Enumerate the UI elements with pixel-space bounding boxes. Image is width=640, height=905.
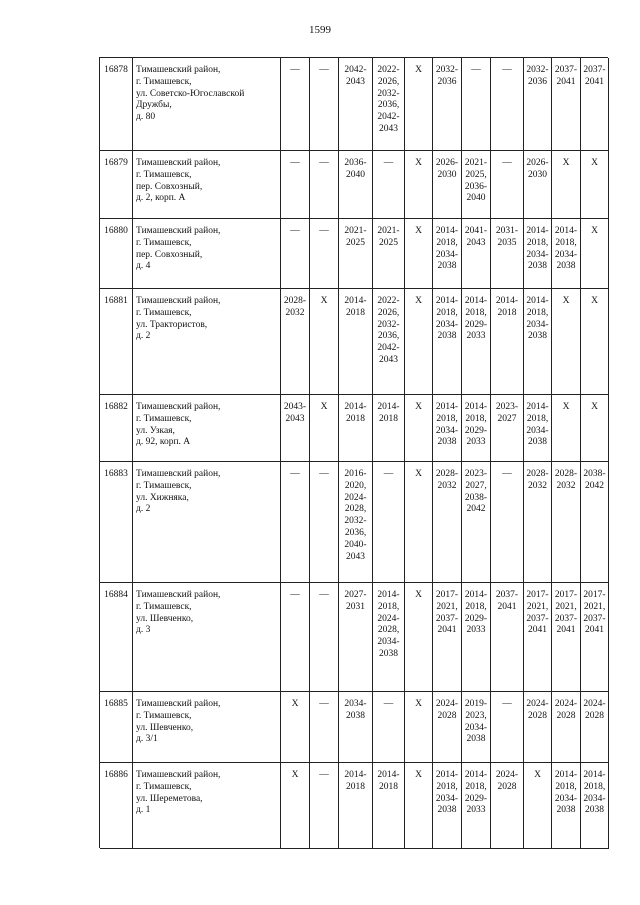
period-cell: X (581, 395, 609, 461)
period-cell: X (281, 763, 310, 848)
row-id-cell: 16885 (100, 692, 133, 762)
period-cell: — (310, 58, 339, 150)
table-row (100, 289, 609, 395)
period-cell: — (310, 151, 339, 218)
period-cell: — (281, 219, 310, 288)
period-cell: X (405, 462, 433, 582)
period-cell: X (310, 289, 339, 394)
period-cell: 2014- 2018, 2029- 2033 (462, 395, 491, 461)
period-cell: 2014- 2018 (339, 763, 373, 848)
period-cell: X (581, 289, 609, 394)
period-cell: 2032- 2036 (524, 58, 552, 150)
period-cell: 2021- 2025 (373, 219, 405, 288)
period-cell: 2043- 2043 (281, 395, 310, 461)
row-id-cell: 16881 (100, 289, 133, 394)
period-cell: — (281, 462, 310, 582)
period-cell: — (373, 151, 405, 218)
period-cell: 2014- 2018, 2034- 2038 (524, 395, 552, 461)
period-cell: — (310, 219, 339, 288)
period-cell: X (405, 692, 433, 762)
period-cell: — (281, 583, 310, 691)
period-cell: 2024- 2028 (433, 692, 462, 762)
period-cell: — (310, 763, 339, 848)
period-cell: X (405, 219, 433, 288)
period-cell: 2014- 2018, 2034- 2038 (552, 763, 581, 848)
period-cell: 2017- 2021, 2037- 2041 (524, 583, 552, 691)
period-cell: 2032- 2036 (433, 58, 462, 150)
data-table (99, 57, 608, 848)
period-cell: 2024- 2028 (552, 692, 581, 762)
row-id-cell: 16886 (100, 763, 133, 848)
period-cell: — (491, 462, 524, 582)
address-cell: Тимашевский район, г. Тимашевск, ул. Советско-Югославской Дружбы, д. 80 (133, 58, 281, 150)
period-cell: 2014- 2018, 2034- 2038 (524, 289, 552, 394)
period-cell: — (491, 58, 524, 150)
row-id-cell: 16884 (100, 583, 133, 691)
period-cell: 2014- 2018 (373, 395, 405, 461)
address-cell: Тимашевский район, г. Тимашевск, ул. Шевченко, д. 3 (133, 583, 281, 691)
row-id-cell: 16883 (100, 462, 133, 582)
period-cell: 2022- 2026, 2032- 2036, 2042- 2043 (373, 58, 405, 150)
period-cell: 2022- 2026, 2032- 2036, 2042- 2043 (373, 289, 405, 394)
period-cell: 2028- 2032 (524, 462, 552, 582)
period-cell: — (491, 692, 524, 762)
address-cell: Тимашевский район, г. Тимашевск, пер. Совхозный, д. 2, корп. А (133, 151, 281, 218)
period-cell: 2014- 2018, 2034- 2038 (433, 395, 462, 461)
period-cell: 2028- 2032 (433, 462, 462, 582)
period-cell: 2041- 2043 (462, 219, 491, 288)
period-cell: 2027- 2031 (339, 583, 373, 691)
period-cell: X (552, 395, 581, 461)
address-cell: Тимашевский район, г. Тимашевск, ул. Хижняка, д. 2 (133, 462, 281, 582)
period-cell: — (310, 583, 339, 691)
address-cell: Тимашевский район, г. Тимашевск, ул. Шевченко, д. 3/1 (133, 692, 281, 762)
table-row (100, 692, 609, 763)
period-cell: 2014- 2018 (339, 289, 373, 394)
address-cell: Тимашевский район, г. Тимашевск, ул. Шереметова, д. 1 (133, 763, 281, 848)
period-cell: — (310, 462, 339, 582)
period-cell: X (552, 289, 581, 394)
period-cell: 2017- 2021, 2037- 2041 (552, 583, 581, 691)
period-cell: 2021- 2025 (339, 219, 373, 288)
table-row (100, 395, 609, 462)
period-cell: 2028- 2032 (281, 289, 310, 394)
period-cell: 2017- 2021, 2037- 2041 (433, 583, 462, 691)
period-cell: 2014- 2018, 2034- 2038 (433, 763, 462, 848)
period-cell: 2024- 2028 (491, 763, 524, 848)
period-cell: 2024- 2028 (581, 692, 609, 762)
period-cell: 2036- 2040 (339, 151, 373, 218)
period-cell: 2019- 2023, 2034- 2038 (462, 692, 491, 762)
period-cell: X (405, 58, 433, 150)
period-cell: 2023- 2027, 2038- 2042 (462, 462, 491, 582)
period-cell: 2016- 2020, 2024- 2028, 2032- 2036, 2040- 2043 (339, 462, 373, 582)
period-cell: — (462, 58, 491, 150)
period-cell: X (281, 692, 310, 762)
period-cell: — (491, 151, 524, 218)
table-row (100, 462, 609, 583)
period-cell: 2014- 2018, 2029- 2033 (462, 583, 491, 691)
period-cell: 2037- 2041 (552, 58, 581, 150)
table-row (100, 151, 609, 219)
period-cell: 2028- 2032 (552, 462, 581, 582)
period-cell: X (405, 763, 433, 848)
period-cell: 2021- 2025, 2036- 2040 (462, 151, 491, 218)
period-cell: 2014- 2018, 2029- 2033 (462, 289, 491, 394)
table-row (100, 763, 609, 849)
page-number: 1599 (309, 24, 331, 36)
period-cell: 2017- 2021, 2037- 2041 (581, 583, 609, 691)
period-cell: — (281, 58, 310, 150)
period-cell: 2014- 2018, 2034- 2038 (433, 289, 462, 394)
period-cell: X (581, 151, 609, 218)
period-cell: 2014- 2018, 2034- 2038 (581, 763, 609, 848)
row-id-cell: 16878 (100, 58, 133, 150)
row-id-cell: 16880 (100, 219, 133, 288)
period-cell: X (552, 151, 581, 218)
period-cell: — (373, 692, 405, 762)
period-cell: 2014- 2018, 2024- 2028, 2034- 2038 (373, 583, 405, 691)
period-cell: 2014- 2018, 2034- 2038 (552, 219, 581, 288)
address-cell: Тимашевский район, г. Тимашевск, ул. Трактористов, д. 2 (133, 289, 281, 394)
row-id-cell: 16882 (100, 395, 133, 461)
period-cell: 2031- 2035 (491, 219, 524, 288)
period-cell: 2038- 2042 (581, 462, 609, 582)
period-cell: 2026- 2030 (433, 151, 462, 218)
period-cell: 2037- 2041 (581, 58, 609, 150)
period-cell: 2026- 2030 (524, 151, 552, 218)
period-cell: X (524, 763, 552, 848)
period-cell: X (405, 151, 433, 218)
period-cell: 2037- 2041 (491, 583, 524, 691)
period-cell: 2042- 2043 (339, 58, 373, 150)
period-cell: X (405, 289, 433, 394)
period-cell: 2023- 2027 (491, 395, 524, 461)
period-cell: X (581, 219, 609, 288)
period-cell: 2014- 2018 (491, 289, 524, 394)
period-cell: X (405, 395, 433, 461)
table-row (100, 58, 609, 151)
period-cell: 2014- 2018, 2029- 2033 (462, 763, 491, 848)
address-cell: Тимашевский район, г. Тимашевск, ул. Узкая, д. 92, корп. А (133, 395, 281, 461)
period-cell: X (310, 395, 339, 461)
period-cell: 2014- 2018 (373, 763, 405, 848)
period-cell: 2034- 2038 (339, 692, 373, 762)
row-id-cell: 16879 (100, 151, 133, 218)
period-cell: 2014- 2018 (339, 395, 373, 461)
period-cell: — (281, 151, 310, 218)
period-cell: 2014- 2018, 2034- 2038 (524, 219, 552, 288)
period-cell: X (405, 583, 433, 691)
table-row (100, 219, 609, 289)
period-cell: — (310, 692, 339, 762)
period-cell: 2024- 2028 (524, 692, 552, 762)
period-cell: — (373, 462, 405, 582)
address-cell: Тимашевский район, г. Тимашевск, пер. Совхозный, д. 4 (133, 219, 281, 288)
table-row (100, 583, 609, 692)
period-cell: 2014- 2018, 2034- 2038 (433, 219, 462, 288)
